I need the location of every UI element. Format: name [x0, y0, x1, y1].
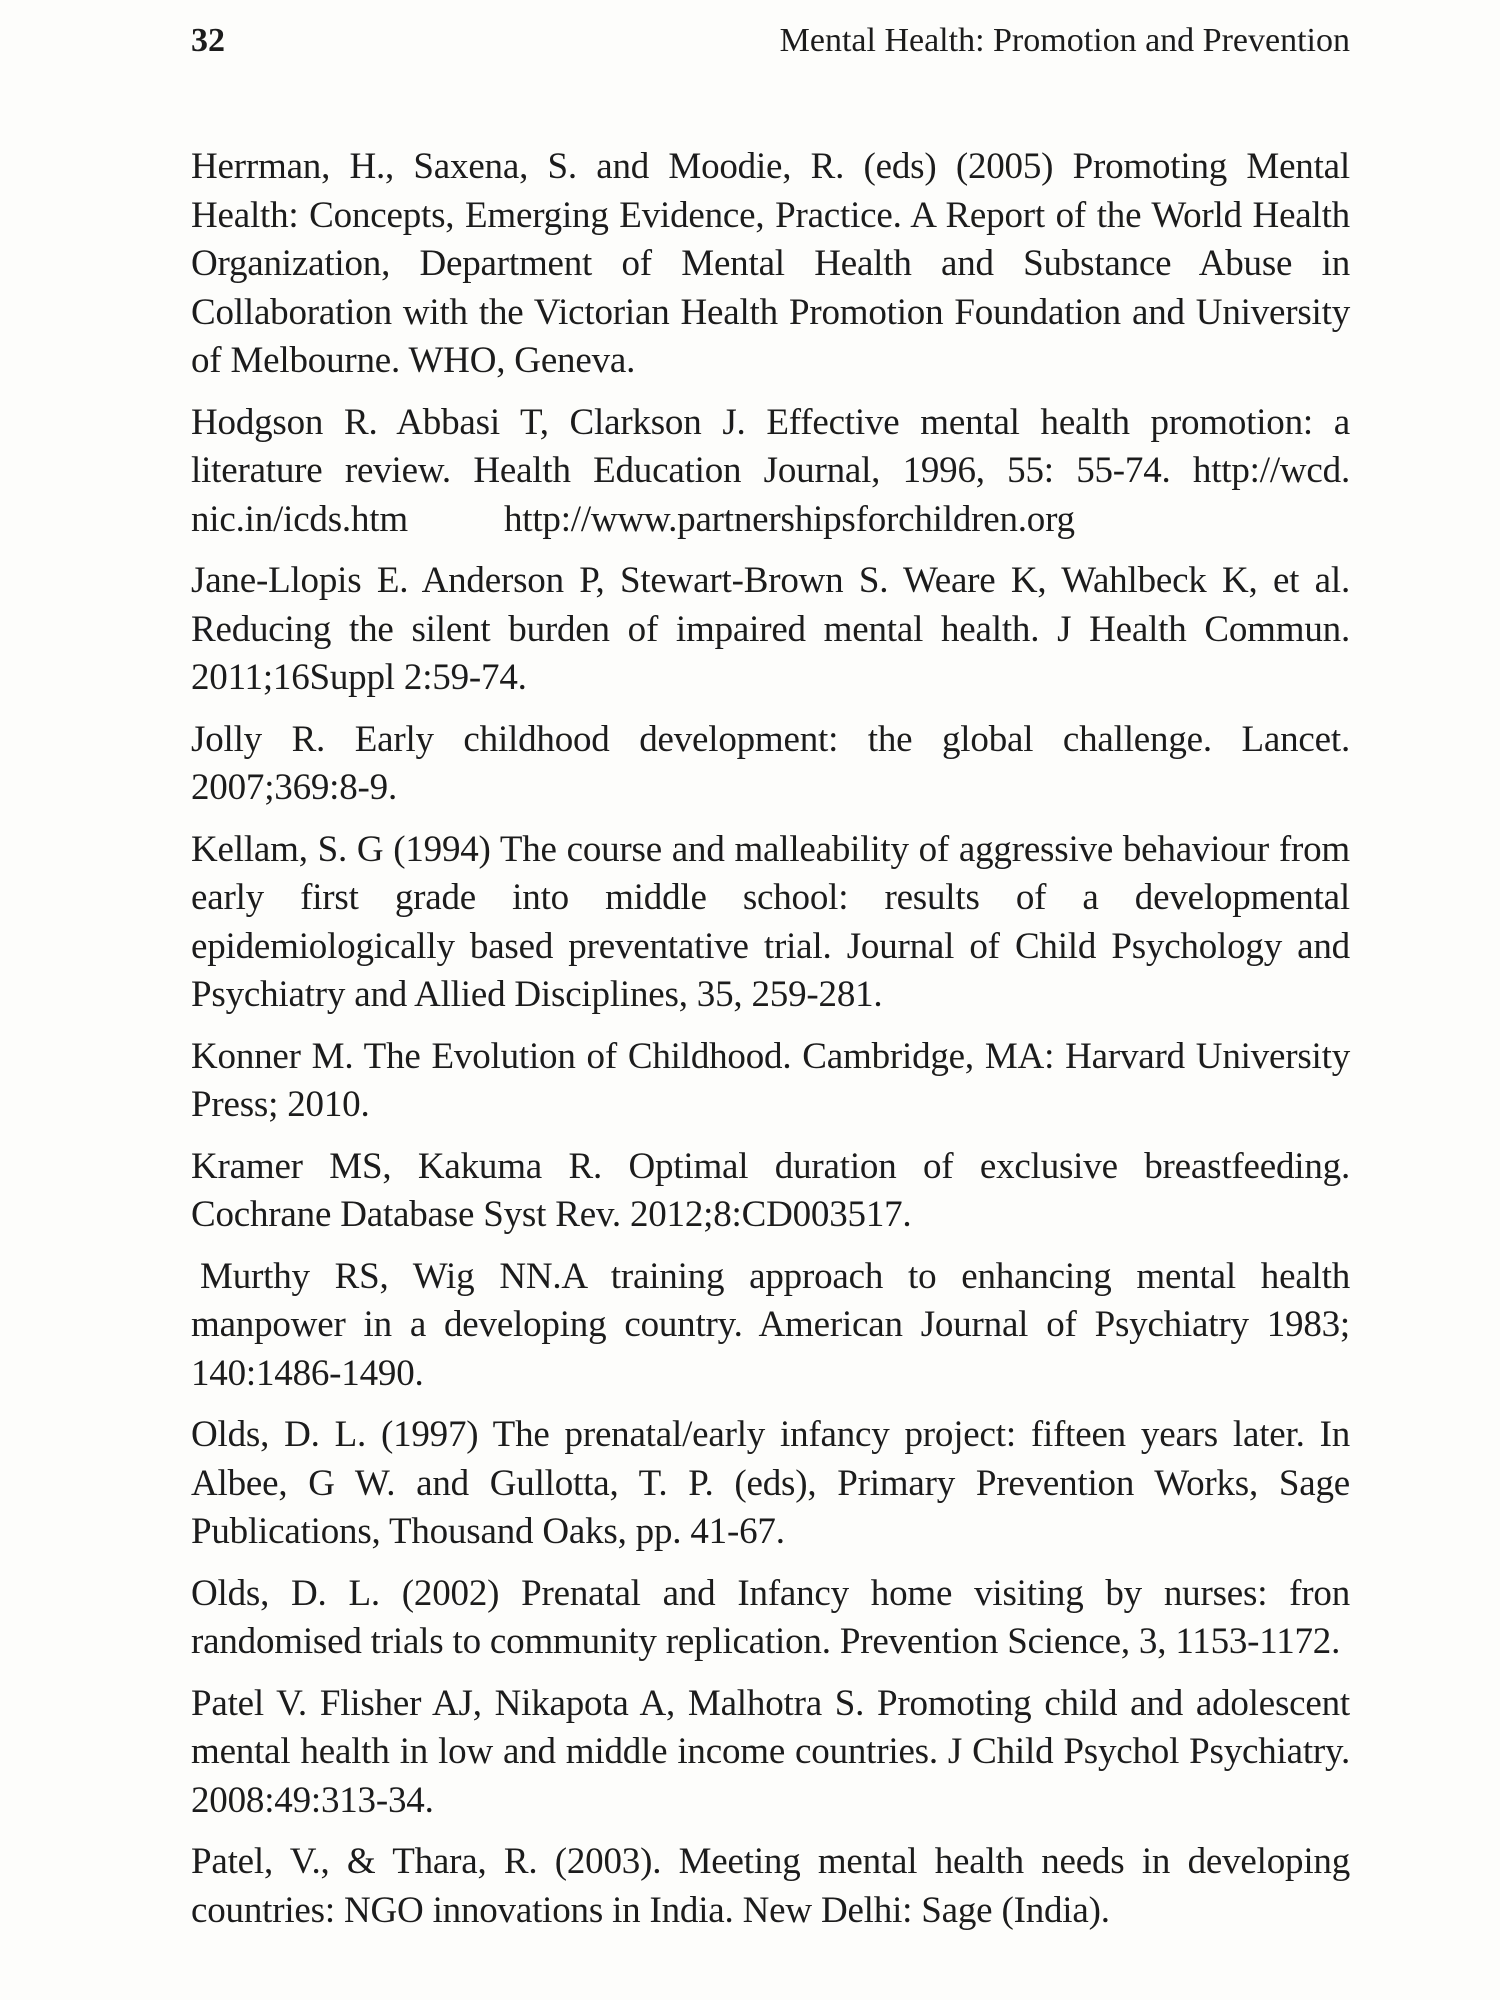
running-header — [191, 22, 1350, 66]
reference-item: Patel V. Flisher AJ, Nikapota A, Malhotra S. Promoting child and adolescent mental health in low and middle income countries. J Child Psychol Psychiatry. 2008:49:313-34. — [191, 1682, 1350, 1821]
reference-url: http://www.partnershipsforchildren.org — [503, 498, 1075, 540]
reference-list — [191, 143, 1350, 1948]
running-title: Mental Health: Promotion and Prevention — [779, 22, 1350, 59]
reference-item: Herrman, H., Saxena, S. and Moodie, R. (eds) (2005) Promoting Mental Health: Concepts, Emerging Evidence, Practice. A Report of the World Health Organization, Department of Mental Health and Substance Abuse in Collaboration with the Victorian Health Promotion Foundation and University of Melbourne. WHO, Geneva. — [191, 146, 1350, 381]
reference-item: Olds, D. L. (2002) Prenatal and Infancy home visiting by nurses: fron randomised trials to community replication. Prevention Science, 3, 1153-1172. — [191, 1572, 1350, 1662]
reference-text: Hodgson R. Abbasi T, Clarkson J. Effective mental health promotion: a literature review. Health Education Journal, 1996, 55: 55-74. http://wcd. nic.in/icds.htm — [191, 401, 1350, 540]
reference-item: Kellam, S. G (1994) The course and malleability of aggressive behaviour from early first grade into middle school: results of a developmental epidemiologically based preventative trial. Journal of Child Psychology and Psychiatry and Allied Disciplines, 35, 259-281. — [191, 828, 1350, 1015]
reference-item: Olds, D. L. (1997) The prenatal/early infancy project: fifteen years later. In Albee, G W. and Gullotta, T. P. (eds), Primary Prevention Works, Sage Publications, Thousand Oaks, pp. 41-67. — [191, 1414, 1350, 1552]
page-number: 32 — [191, 22, 225, 59]
reference-item: Jolly R. Early childhood development: the global challenge. Lancet. 2007;369:8-9. — [191, 718, 1350, 808]
reference-item: Konner M. The Evolution of Childhood. Cambridge, MA: Harvard University Press; 2010. — [191, 1035, 1350, 1125]
reference-item: Patel, V., & Thara, R. (2003). Meeting mental health needs in developing countries: NGO innovations in India. New Delhi: Sage (India). — [191, 1841, 1350, 1931]
reference-item: Kramer MS, Kakuma R. Optimal duration of exclusive breastfeeding. Cochrane Database Syst Rev. 2012;8:CD003517. — [191, 1145, 1350, 1235]
reference-item-hodgson — [191, 399, 1350, 545]
reference-item: Murthy RS, Wig NN.A training approach to enhancing mental health manpower in a developing country. American Journal of Psychiatry 1983; 140:1486-1490. — [191, 1255, 1350, 1394]
reference-item: Jane-Llopis E. Anderson P, Stewart-Brown S. Weare K, Wahlbeck K, et al. Reducing the silent burden of impaired mental health. J Health Commun. 2011;16Suppl 2:59-74. — [191, 560, 1350, 698]
